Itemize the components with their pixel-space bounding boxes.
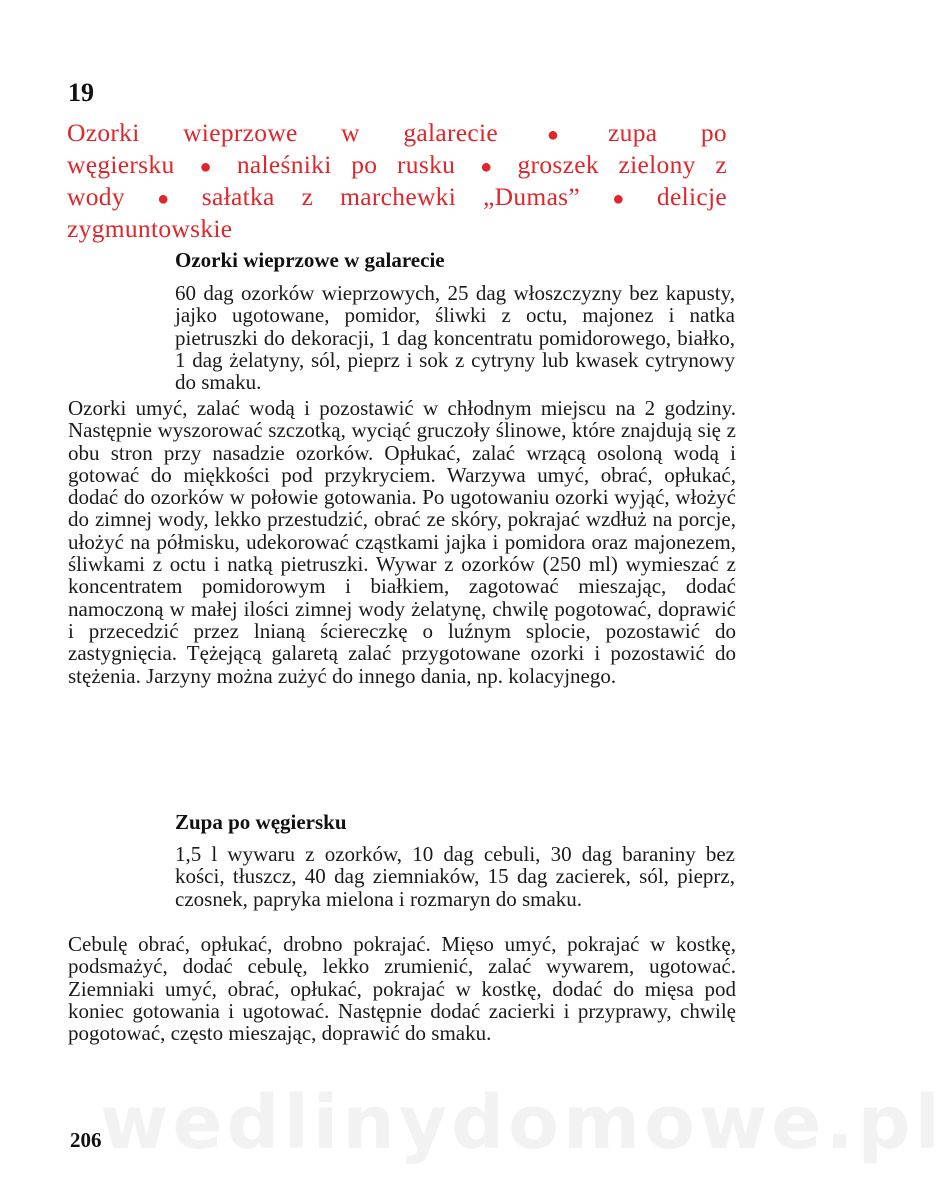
recipe-instructions: Cebulę obrać, opłukać, drobno pokrajać. Mięso umyć, pokrajać w kostkę, podsmażyć, dodać cebulę, lekko zrumienić, zalać wywarem, ugotować. Ziemniaki umyć, obrać, opłukać, pokrajać w kostkę, dodać do mięsa pod koniec gotowania i ugotować. Następnie dodać zacierki i przyprawy, chwilę pogotować, często mieszając, doprawić do smaku.	[68, 932, 736, 1046]
dish-title: groszek zielony z wody	[67, 150, 727, 211]
recipe-instructions: Ozorki umyć, zalać wodą i pozostawić w chłodnym miejscu na 2 godziny. Następnie wyszorować szczotką, wyciąć gruczoły ślinowe, które znajdują się z obu stron przy nasadzie ozorków. Opłukać, zalać wrzącą osoloną wodą i gotować do miękkości pod przykryciem. Warzywa umyć, obrać, opłukać, dodać do ozorków w połowie gotowania. Po ugotowaniu ozorki wyjąć, włożyć do zimnej wody, lekko przestudzić, obrać ze skóry, pokrajać wzdłuż na porcje, ułożyć na półmisku, udekorować cząstkami jajka i pomidora oraz majonezem, śliwkami z octu i natką pietruszki. Wywar z ozorków (250 ml) wymieszać z koncentratem pomidorowym i białkiem, zagotować mieszając, dodać namoczoną w małej ilości zimnej wody żelatynę, chwilę pogotować, doprawić i przecedzić przez lnianą ściereczkę o luźnym splocie, pozostawić do zastygnięcia. Tężejącą galaretą zalać przygotowane ozorki i pozostawić do stężenia. Jarzyny można zużyć do innego dania, np. kolacyjnego.	[68, 396, 736, 688]
recipe-ingredients: 60 dag ozorków wieprzowych, 25 dag włoszczyzny bez kapusty, jajko ugotowane, pomidor, śliwki z octu, majonez i natka pietruszki do dekoracji, 1 dag koncentratu pomidorowego, białko, 1 dag żelatyny, sól, pieprz i sok z cytryny lub kwasek cytrynowy do smaku.	[175, 281, 735, 395]
dish-title: naleśniki po rusku	[236, 150, 456, 179]
recipe-title: Zupa po węgiersku	[175, 810, 347, 834]
bullet-icon: ●	[592, 188, 645, 210]
dish-title: delicje zygmuntowskie	[67, 182, 727, 243]
bullet-icon: ●	[467, 156, 506, 178]
dish-title: sałatka z marchewki „Dumas”	[201, 182, 581, 211]
page-number: 206	[70, 1128, 102, 1152]
recipe-ingredients: 1,5 l wywaru z ozorków, 10 dag cebuli, 30 dag baraniny bez kości, tłuszcz, 40 dag ziemniaków, 15 dag zacierek, sól, pieprz, czosnek, papryka mielona i rozmaryn do smaku.	[175, 842, 735, 911]
dish-title: zupa po węgiersku	[67, 118, 727, 179]
dish-title: Ozorki wieprzowe w galarecie	[67, 118, 499, 147]
bullet-icon: ●	[510, 124, 597, 146]
watermark: wedlinydomowe.pl	[100, 1080, 944, 1166]
bullet-icon: ●	[136, 188, 190, 210]
chapter-number: 19	[68, 78, 94, 107]
bullet-icon: ●	[186, 156, 225, 178]
chapter-dish-list	[67, 118, 727, 243]
recipe-title: Ozorki wieprzowe w galarecie	[175, 248, 445, 272]
